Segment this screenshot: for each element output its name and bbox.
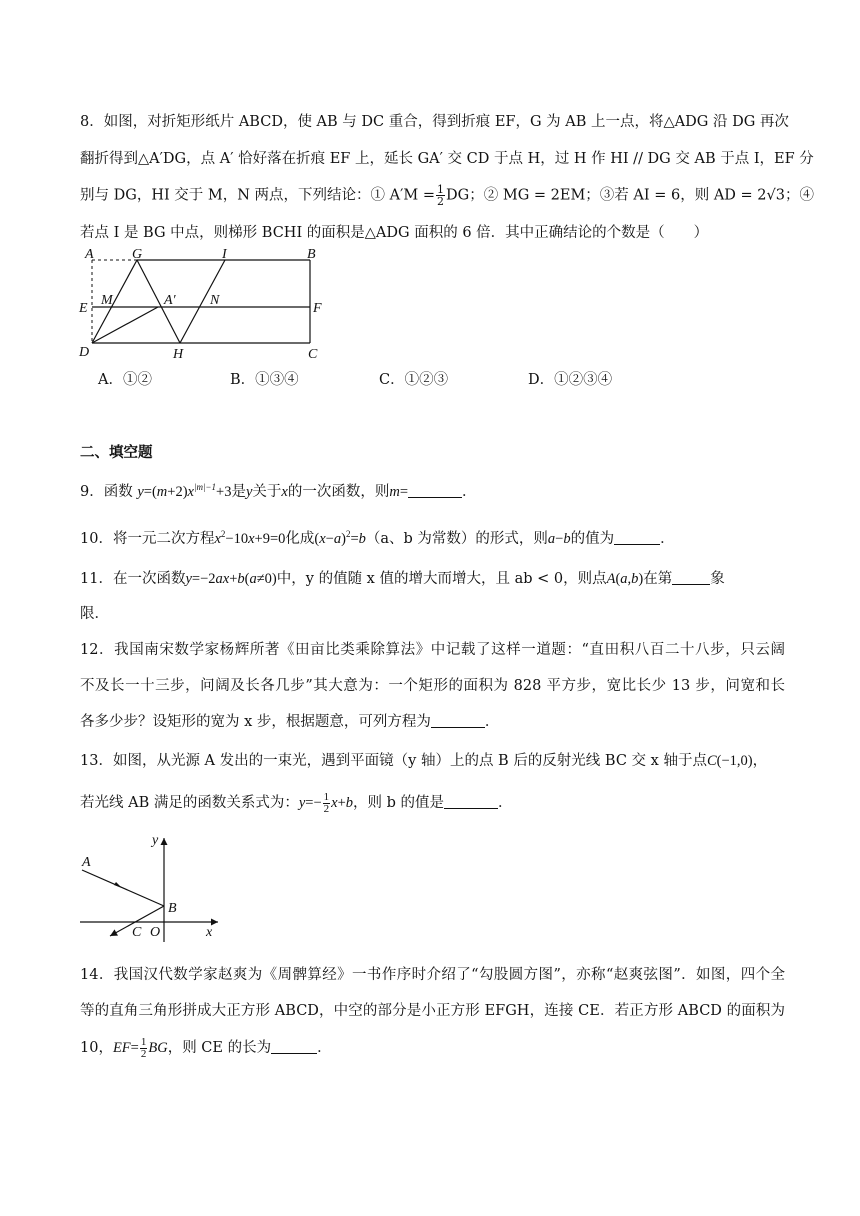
q9-function-expr: $y=(m+2)x^{|m|-1}+3$ <box>137 482 232 500</box>
q9-text-c: 关于 <box>252 483 282 500</box>
q14-fraction <box>140 1037 148 1060</box>
q8-label-a-prime: A′ <box>164 293 176 308</box>
q13-point-c: C(−1,0) <box>706 753 753 769</box>
q12-text-a: 各多少步？设矩形的宽为 x 步，根据题意，可列方程为 <box>80 714 431 730</box>
q8-label-n: N <box>210 293 220 308</box>
q13-arrow-ab <box>114 882 122 888</box>
section-title-fill-in: 二、填空题 <box>80 445 153 461</box>
q13-text-b: ， <box>752 753 768 769</box>
q8-fraction-den: 2 <box>437 195 445 208</box>
q9-text-e: ． <box>462 483 477 500</box>
q13-function-expr: y=− $\frac{1}{2}$ x+b <box>298 791 354 816</box>
q10-line <box>80 523 785 550</box>
q13-label-o: O <box>150 925 161 940</box>
q13-label-x: x <box>206 925 213 940</box>
q8-label-i: I <box>222 248 227 262</box>
q9-text-b: 是 <box>231 483 246 500</box>
q14-text-c: ． <box>317 1040 332 1056</box>
q14-line-3 <box>80 1037 785 1060</box>
q8-label-c: C <box>308 347 318 362</box>
q10-text-b: 化成 <box>285 530 315 547</box>
q8-option-c[interactable]: C．①②③ <box>379 372 449 388</box>
q8-line-2: 翻折得到△A′DG，点 A′ 恰好落在折痕 EF 上，延长 GA′ 交 CD 于点 H，过 H 作 HI // DG 交 AB 于点 I，EF 分 <box>80 151 814 167</box>
q8-option-a[interactable]: A．①② <box>98 372 152 388</box>
q13-label-c: C <box>132 925 142 940</box>
q11-text-d: 象 <box>710 571 725 587</box>
q14-fraction-num: 1 <box>140 1036 147 1049</box>
q8-label-b: B <box>307 248 316 262</box>
q9-line <box>80 476 785 503</box>
q9-text-a: 9．函数 <box>80 483 133 500</box>
q11-point-a: A(a,b) <box>606 571 644 587</box>
q10-answer-blank[interactable] <box>614 530 660 545</box>
q8-label-d: D <box>79 345 90 360</box>
q13-fraction-num: 1 <box>323 791 330 804</box>
q13-figure <box>76 832 226 944</box>
q10-text-a: 10．将一元二次方程 <box>80 530 215 547</box>
q8-label-e: E <box>79 301 88 316</box>
q8-label-m: M <box>101 293 113 308</box>
q8-label-f: F <box>313 301 322 316</box>
q11-line-2: 限． <box>80 606 109 622</box>
q10-text-c: （a、b 为常数）的形式，则 <box>365 530 548 547</box>
q10-text-e: ． <box>660 530 675 547</box>
q8-option-b[interactable]: B．①③④ <box>230 372 299 388</box>
q14-answer-blank[interactable] <box>271 1039 317 1054</box>
q9-text-d: 的一次函数，则 <box>287 483 390 500</box>
q14-text-b: ，则 CE 的长为 <box>167 1040 272 1056</box>
q12-text-b: ． <box>484 714 500 730</box>
q13-text-a2: 若光线 AB 满足的函数关系式为： <box>80 795 299 811</box>
q13-fraction-den: 2 <box>323 803 330 816</box>
q10-equation: $x^2-10x+9=0$ <box>214 529 286 547</box>
q12-line-3 <box>80 711 785 733</box>
q8-line-3-start: 别与 DG，HI 交于 M，N 两点，下列结论：① A′M = <box>80 187 436 204</box>
q14-text-a: 10， <box>80 1040 113 1056</box>
q8-option-d[interactable]: D．①②③④ <box>528 372 613 388</box>
q13-label-b: B <box>168 901 177 916</box>
q11-text-c: 在第 <box>643 571 673 587</box>
q9-var-x: x <box>281 483 288 500</box>
q8-figure <box>76 248 328 364</box>
q8-label-a: A <box>85 248 94 262</box>
q13-answer-blank[interactable] <box>444 794 498 809</box>
q8-line-3-end: DG；② MG = 2EM；③若 AI = 6，则 AD = 2√3；④ <box>446 187 814 204</box>
q11-text-b: 中，y 的值随 x 值的增大而增大，且 ab < 0，则点 <box>276 571 607 587</box>
q13-fraction <box>323 792 331 815</box>
q13-ray-ab <box>82 870 164 906</box>
q13-text-c2: ． <box>498 795 513 811</box>
q12-line-1: 12．我国南宋数学家杨辉所著《田亩比类乘除算法》中记载了这样一道题：“直田积八百二十八步，只云阔 <box>80 642 785 658</box>
q11-function-expr: y=−2ax+b(a≠0) <box>185 571 277 587</box>
q13-line-1 <box>80 750 785 772</box>
q11-answer-blank[interactable] <box>672 570 710 585</box>
q12-answer-blank[interactable] <box>431 713 485 728</box>
q12-line-2: 不及长一十三步，问阔及长各几步”其大意为：一个矩形的面积为 828 平方步，宽比长少 13 步，问宽和长 <box>80 678 785 694</box>
q9-answer-blank[interactable] <box>408 483 462 498</box>
q13-line-2 <box>80 792 785 815</box>
q8-fraction <box>436 184 445 207</box>
q8-line-1: 8．如图，对折矩形纸片 ABCD，使 AB 与 DC 重合，得到折痕 EF，G 为 AB 上一点，将△ADG 沿 DG 再次 <box>80 114 789 130</box>
q8-label-g: G <box>132 248 143 262</box>
q9-var-m: m= <box>389 483 408 500</box>
q10-text-d: 的值为 <box>570 530 615 547</box>
q14-fraction-den: 2 <box>140 1048 147 1061</box>
q8-line-3 <box>80 183 814 208</box>
q13-label-y: y <box>152 833 159 848</box>
q10-a-minus-b: a−b <box>547 530 571 547</box>
q8-fraction-num: 1 <box>437 183 445 196</box>
q8-line-4: 若点 I 是 BG 中点，则梯形 BCHI 的面积是△ADG 面积的 6 倍．其中正确结论的个数是（ ） <box>80 225 709 241</box>
q13-text-a: 13．如图，从光源 A 发出的一束光，遇到平面镜（y 轴）上的点 B 后的反射光线 BC 交 x 轴于点 <box>80 753 707 769</box>
q14-ef-expr: EF= $\frac{1}{2}$ BG <box>112 1036 168 1061</box>
q8-label-h: H <box>173 347 184 362</box>
q10-square-form: $(x-a)^2=b$ <box>314 529 366 547</box>
q9-var-y: y <box>245 483 253 500</box>
q13-label-a: A <box>82 855 91 870</box>
q14-line-1: 14．我国汉代数学家赵爽为《周髀算经》一书作序时介绍了“勾股圆方图”，亦称“赵爽弦图”．如图，四个全 <box>80 967 785 983</box>
q13-text-b2: ，则 b 的值是 <box>353 795 445 811</box>
q14-line-2: 等的直角三角形拼成大正方形 ABCD，中空的部分是小正方形 EFGH，连接 CE．若正方形 ABCD 的面积为 <box>80 1003 785 1019</box>
q11-text-a: 11．在一次函数 <box>80 571 186 587</box>
q11-line-1 <box>80 568 785 590</box>
